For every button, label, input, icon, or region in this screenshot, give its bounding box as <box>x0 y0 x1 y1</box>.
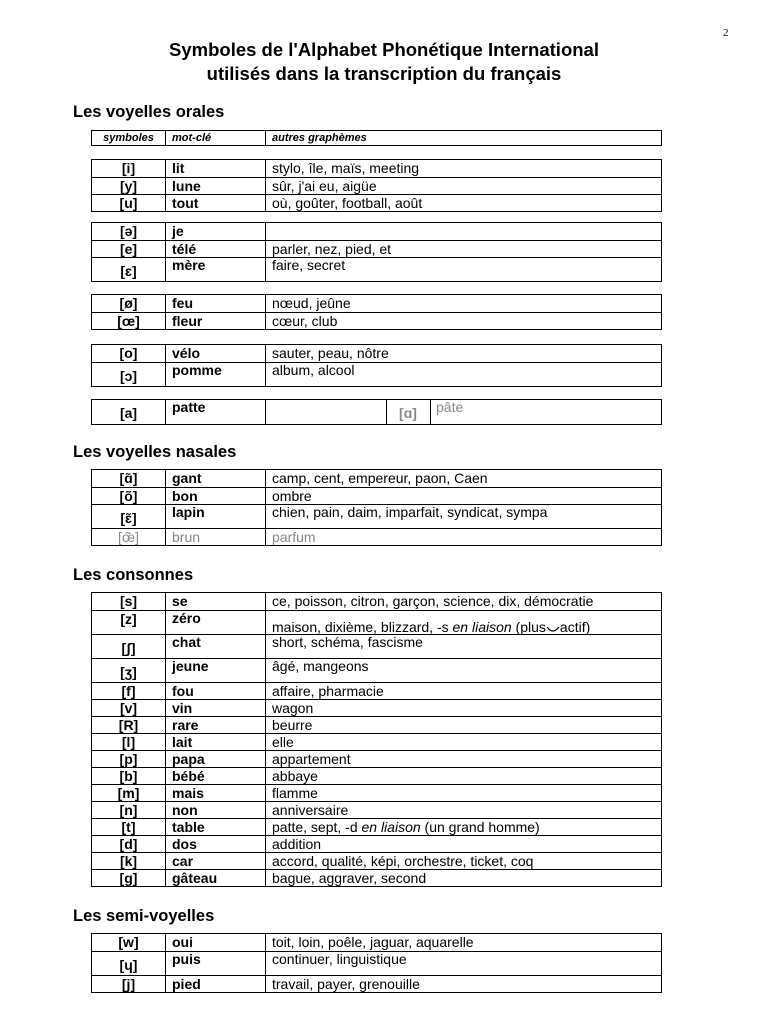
symbol-cell: [m] <box>92 785 166 801</box>
empty-cell <box>266 400 387 424</box>
table-row <box>92 257 661 281</box>
graphemes-text: maison, dixième, blizzard, -s <box>272 619 453 635</box>
keyword-cell: mais <box>166 785 266 801</box>
symbol-cell: [i] <box>92 160 166 177</box>
symbol-cell: [u] <box>92 195 166 211</box>
graphemes-cell: camp, cent, empereur, paon, Caen <box>272 470 488 486</box>
keyword-cell: vélo <box>166 345 266 362</box>
section-heading-voyelles-orales: Les voyelles orales <box>73 103 225 121</box>
symbol-cell: [ə] <box>92 223 166 240</box>
graphemes-text: (plus <box>511 619 546 635</box>
table-row <box>92 733 661 750</box>
keyword-cell: fleur <box>166 313 266 329</box>
graphemes-cell: sûr, j'ai eu, aigüe <box>272 178 377 194</box>
table-row <box>92 400 661 424</box>
graphemes-cell <box>266 223 661 240</box>
table-orales-group-1 <box>91 159 662 212</box>
table-orales-group-2 <box>91 222 662 282</box>
table-row <box>92 634 661 658</box>
table-row <box>92 767 661 784</box>
table-nasales <box>91 469 662 546</box>
keyword-cell: brun <box>166 529 266 545</box>
table-semi-voyelles <box>91 933 662 993</box>
keyword-cell: lapin <box>166 505 266 528</box>
header-autres-graphemes: autres graphèmes <box>272 132 367 144</box>
liaison-italic: en liaison <box>452 619 512 635</box>
symbol-cell: [ɛ] <box>92 258 166 281</box>
graphemes-cell <box>266 819 661 835</box>
symbol-cell: [z] <box>92 611 166 634</box>
keyword-cell: table <box>166 819 266 835</box>
graphemes-text: (un grand homme) <box>420 819 540 835</box>
symbol-cell: [ø] <box>92 295 166 312</box>
graphemes-cell: affaire, pharmacie <box>272 683 384 699</box>
page-title <box>0 38 768 86</box>
table-row <box>92 194 661 211</box>
graphemes-text: patte, sept, -d <box>272 819 362 835</box>
symbol-cell: [ʃ] <box>92 635 166 658</box>
keyword-cell: feu <box>166 295 266 312</box>
keyword-cell: rare <box>166 717 266 733</box>
liaison-italic: en liaison <box>361 819 421 835</box>
keyword-cell: je <box>166 223 266 240</box>
symbol-cell: [p] <box>92 751 166 767</box>
keyword-cell: bon <box>166 488 266 504</box>
table-consonnes <box>91 592 662 887</box>
keyword-cell: pied <box>166 976 266 992</box>
table-row <box>92 699 661 716</box>
keyword-cell: fou <box>166 683 266 699</box>
keyword-cell: jeune <box>166 659 266 682</box>
symbol-cell: [n] <box>92 802 166 818</box>
graphemes-cell: ce, poisson, citron, garçon, science, dix, démocratie <box>272 593 594 609</box>
symbol-cell: [d] <box>92 836 166 852</box>
keyword-cell: tout <box>166 195 266 211</box>
table-orales-group-3 <box>91 294 662 330</box>
symbol-cell: [œ̃] <box>92 529 166 545</box>
table-row <box>92 223 661 240</box>
graphemes-cell: où, goûter, football, août <box>272 195 423 211</box>
graphemes-cell: âgé, mangeons <box>272 658 369 674</box>
table-row <box>92 869 661 886</box>
table-row <box>92 610 661 634</box>
symbol-cell: [l] <box>92 734 166 750</box>
graphemes-cell: accord, qualité, képi, orchestre, ticket, coq <box>272 853 534 869</box>
graphemes-cell: sauter, peau, nôtre <box>272 345 389 361</box>
symbol-cell: [s] <box>92 593 166 610</box>
graphemes-cell: travail, payer, grenouille <box>272 976 420 992</box>
keyword-cell: car <box>166 853 266 869</box>
title-line-2: utilisés dans la transcription du français <box>206 63 562 84</box>
keyword-cell: bébé <box>166 768 266 784</box>
graphemes-text: actif) <box>559 619 591 635</box>
keyword-cell: papa <box>166 751 266 767</box>
graphemes-cell: short, schéma, fascisme <box>272 634 423 650</box>
graphemes-cell: abbaye <box>272 768 318 784</box>
table-row <box>92 295 661 312</box>
keyword-cell: lait <box>166 734 266 750</box>
table-row <box>92 951 661 975</box>
table-row <box>92 160 661 177</box>
graphemes-cell: bague, aggraver, second <box>272 870 427 886</box>
symbol-cell: [k] <box>92 853 166 869</box>
symbol-cell: [ɥ] <box>92 952 166 975</box>
graphemes-cell: elle <box>272 734 294 750</box>
section-heading-voyelles-nasales: Les voyelles nasales <box>73 443 237 461</box>
table-row <box>92 682 661 699</box>
keyword-cell: mère <box>166 258 266 281</box>
section-heading-semi-voyelles: Les semi-voyelles <box>73 907 215 925</box>
table-row <box>92 934 661 951</box>
symbol-cell: [ɛ̃] <box>92 505 166 528</box>
table-row <box>92 750 661 767</box>
keyword-cell: pomme <box>166 363 266 386</box>
keyword-cell: gâteau <box>166 870 266 886</box>
table-row <box>92 801 661 818</box>
keyword-cell: oui <box>166 934 266 951</box>
table-row <box>92 177 661 194</box>
table-row <box>92 504 661 528</box>
symbol-cell: [ɑ̃] <box>92 470 166 487</box>
keyword-cell: gant <box>166 470 266 487</box>
keyword-cell: lit <box>166 160 266 177</box>
graphemes-cell: stylo, île, maïs, meeting <box>272 160 420 176</box>
header-symboles: symboles <box>92 131 166 145</box>
symbol-cell: [R] <box>92 717 166 733</box>
table-row <box>92 818 661 835</box>
keyword-cell: patte <box>166 400 266 424</box>
table-row <box>92 345 661 362</box>
graphemes-cell: wagon <box>272 700 314 716</box>
keyword-cell: puis <box>166 952 266 975</box>
symbol-cell: [f] <box>92 683 166 699</box>
page-number: 2 <box>723 27 729 39</box>
symbol-cell: [y] <box>92 178 166 194</box>
graphemes-cell: chien, pain, daim, imparfait, syndicat, sympa <box>272 504 548 520</box>
keyword-cell: zéro <box>166 611 266 634</box>
keyword-cell: dos <box>166 836 266 852</box>
table-row <box>92 470 661 487</box>
keyword-cell: chat <box>166 635 266 658</box>
table-row <box>92 784 661 801</box>
graphemes-cell: toit, loin, poêle, jaguar, aquarelle <box>272 934 474 950</box>
graphemes-cell: continuer, linguistique <box>272 951 407 967</box>
table-row <box>92 852 661 869</box>
table-row <box>92 716 661 733</box>
liaison-arc-icon <box>546 626 560 634</box>
keyword-cell: vin <box>166 700 266 716</box>
symbol-cell: [œ] <box>92 313 166 329</box>
symbol-cell: [g] <box>92 870 166 886</box>
symbol-cell: [o] <box>92 345 166 362</box>
symbol-cell-secondary: [ɑ] <box>386 400 431 424</box>
graphemes-cell: ombre <box>272 488 312 504</box>
symbol-cell: [ʒ] <box>92 659 166 682</box>
table-row <box>92 487 661 504</box>
symbol-cell: [j] <box>92 976 166 992</box>
section-heading-consonnes: Les consonnes <box>73 566 194 584</box>
table-header-row <box>92 131 661 145</box>
table-orales-group-4 <box>91 344 662 387</box>
graphemes-cell: appartement <box>272 751 351 767</box>
symbol-cell: [t] <box>92 819 166 835</box>
graphemes-cell <box>266 611 661 634</box>
table-row <box>92 240 661 257</box>
graphemes-cell: addition <box>272 836 322 852</box>
graphemes-cell: parfum <box>272 529 316 545</box>
symbol-cell: [ɔ] <box>92 363 166 386</box>
graphemes-cell: nœud, jeûne <box>272 295 351 311</box>
keyword-cell: se <box>166 593 266 610</box>
title-line-1: Symboles de l'Alphabet Phonétique International <box>169 39 599 60</box>
symbol-cell: [e] <box>92 241 166 257</box>
symbol-cell: [õ] <box>92 488 166 504</box>
table-orales-group-5 <box>91 399 662 425</box>
graphemes-cell: anniversaire <box>272 802 349 818</box>
table-row <box>92 658 661 682</box>
graphemes-cell: beurre <box>272 717 313 733</box>
table-row <box>92 362 661 386</box>
table-row <box>92 528 661 545</box>
symbol-cell: [w] <box>92 934 166 951</box>
graphemes-cell: faire, secret <box>272 257 346 273</box>
table-row <box>92 835 661 852</box>
header-mot-cle: mot-clé <box>166 131 266 145</box>
keyword-cell-secondary: pâte <box>436 399 464 415</box>
keyword-cell: lune <box>166 178 266 194</box>
keyword-cell: télé <box>166 241 266 257</box>
graphemes-cell: album, alcool <box>272 362 355 378</box>
graphemes-cell: flamme <box>272 785 318 801</box>
graphemes-cell: parler, nez, pied, et <box>272 241 392 257</box>
symbol-cell: [b] <box>92 768 166 784</box>
keyword-cell: non <box>166 802 266 818</box>
graphemes-cell: cœur, club <box>272 313 338 329</box>
header-table <box>91 130 662 146</box>
symbol-cell: [v] <box>92 700 166 716</box>
table-row <box>92 312 661 329</box>
table-row <box>92 593 661 610</box>
table-row <box>92 975 661 992</box>
symbol-cell: [a] <box>92 400 166 424</box>
